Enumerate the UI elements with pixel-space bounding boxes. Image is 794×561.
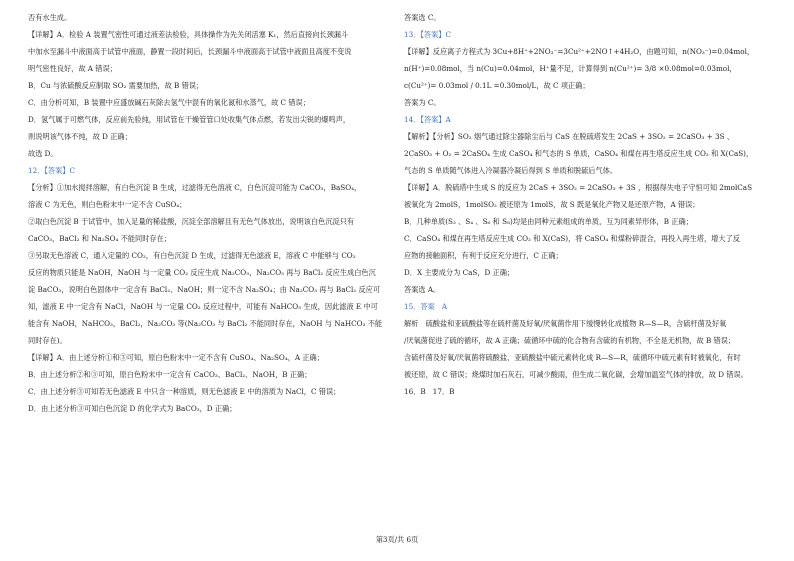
text-line: 【详解】A．检验 A 装置气密性可通过液差法检验，具体操作为先关闭活塞 K₁，然后直接向长颈漏斗 [28, 30, 349, 39]
text-line: CaCO₃，BaCl₂ 和 Na₂SO₄ 不能同时存在； [28, 234, 171, 243]
text-line: 【解析】【分析】SO₂ 烟气通过除尘器除尘后与 CaS 在脱硫塔发生 2CaS + 3SO₂ = 2CaSO₃ + 3S 、 [404, 132, 734, 141]
text-line: 含硫杆菌及好氧/厌氧菌将硫酸盐、亚硫酸盐中硫元素转化成 R—S—R，硫循环中硫元素有时被氧化，有时 [404, 353, 741, 362]
text-line: 溶液 C 为无色，则白色粉末中一定不含 CuSO₄； [28, 200, 187, 209]
answer-heading: 12．【答案】C [28, 166, 75, 175]
text-line: 能含有 NaOH，NaHCO₃，BaCl₂，Na₂CO₃ 等(Na₂CO₃ 与 BaCl₂ 不能同时存在，NaOH 与 NaHCO₃ 不能 [28, 319, 383, 328]
text-line: 16．B 17．B [404, 387, 455, 396]
text-line: ③另取无色溶液 C，通入定量的 CO₂，有白色沉淀 D 生成，过滤得无色滤液 E，溶液 C 中能够与 CO₂ [28, 251, 356, 260]
text-line: 气态的 S 单质随气体进入冷凝器冷凝后得到 S 单质和脱硫后气体。 [404, 166, 618, 175]
text-line: 同时存在)。 [28, 336, 67, 345]
answer-heading: 14．【答案】A [404, 115, 451, 124]
text-line: D．氢气属于可燃气体，反应前先验纯，用试管在干燥管管口处收集气体点燃，若发出尖锐的爆鸣声， [28, 115, 351, 124]
text-line: ②取白色沉淀 B 于试管中，加入足量的稀盐酸，沉淀全部溶解且有无色气体放出，说明该白色沉淀只有 [28, 217, 355, 226]
text-line: 则说明该气体不纯，故 D 正确； [28, 132, 132, 141]
page-footer: 第3页/共 6页 [375, 535, 419, 544]
text-line: 否有水生成。 [28, 13, 72, 22]
text-line: 反应的物质只能是 NaOH，NaOH 与一定量 CO₂ 反应生成 Na₂CO₃，Na₂CO₃ 再与 BaCl₂ 反应生成白色沉 [28, 268, 376, 277]
text-line: 答案为 C。 [404, 98, 441, 107]
text-line: 故选 D。 [28, 149, 58, 158]
text-line: D．X 主要成分为 CaS，D 正确； [404, 268, 515, 277]
text-line: 明气密性良好，故 A 错误； [28, 64, 117, 73]
text-line: 答案选 C。 [404, 13, 441, 22]
text-line: 【详解】A．脱硫塔中生成 S 的反应为 2CaS + 3SO₂ = 2CaSO₃ + 3S ，根据得失电子守恒可知 2molCaS [404, 183, 753, 192]
text-line: 【详解】A．由上述分析①和③可知，原白色粉末中一定不含有 CuSO₄、Na₂SO₄，A 正确； [28, 353, 324, 362]
text-line: B．由上述分析②和③可知，原白色粉末中一定含有 CaCO₃、BaCl₂、NaOH，B 正确； [28, 370, 312, 379]
text-line: D．由上述分析③可知白色沉淀 D 的化学式为 BaCO₃，D 正确； [28, 404, 237, 413]
right-column [404, 9, 774, 400]
text-line: 答案选 A。 [404, 285, 441, 294]
text-line: C．由分析可知，B 装置中应盛放碱石灰除去氢气中混有的氧化氮和水蒸气，故 C 错误； [28, 98, 310, 107]
text-line: 【分析】①加水搅拌溶解，有白色沉淀 B 生成，过滤得无色溶液 C，白色沉淀可能为 CaCO₃，BaSO₄， [28, 183, 362, 192]
text-line: 被氧化为 2molS，1molSO₂ 被还原为 1molS，故 S 既是氧化产物又是还原产物，A 错误； [404, 200, 700, 209]
answer-heading: 13．【答案】C [404, 30, 451, 39]
text-line: C．由上述分析③可知若无色滤液 E 中只含一种溶质，则无色滤液 E 中的溶质为 NaCl，C 错误； [28, 387, 341, 396]
text-line: B．Cu 与浓硫酸反应制取 SO₂ 需要加热，故 B 错误； [28, 81, 204, 90]
text-line: B．几种单质(S₂ 、S₄ 、S₆ 和 S₈)均是由同种元素组成的单质，互为同素异形体，B 正确； [404, 217, 693, 226]
text-line: n(H⁺)=0.08mol，当 n(Cu)=0.04mol，H⁺量不足，计算得到 n(Cu²⁺)= 3/8 ×0.08mol=0.03mol， [404, 64, 737, 73]
left-column [28, 9, 386, 417]
text-line: 应物的接触面积，有利于反应充分进行，C 正确； [404, 251, 563, 260]
text-line: 【详解】反应离子方程式为 3Cu+8H⁺+2NO₃⁻=3Cu²⁺+2NO↑+4H₂O，由题可知，n(NO₃⁻)=0.04mol， [404, 47, 755, 56]
text-line: c(Cu²⁺)= 0.03mol / 0.1L =0.30mol/L，故 C 项正确； [404, 81, 590, 90]
text-line: 淀 BaCO₃，说明白色固体中一定含有 BaCl₂、NaOH；则一定不含 Na₂SO₄；由 Na₂CO₃ 再与 BaCl₂ 反应可 [28, 285, 381, 294]
text-line: 解析 硫酸盐和亚硫酸盐等在硫杆菌及好氧/厌氧菌作用下缓慢转化成植物 R—S—R，含硫杆菌及好氧 [404, 319, 727, 328]
text-line: /厌氧菌促进了硫的循环，故 A 正确；硫循环中硫的化合物有含硫的有机物，不全是无机物，故 B 错误； [404, 336, 736, 345]
text-line: 中加水至漏斗中液面高于试管中液面，静置一段时间后，长颈漏斗中液面高于试管中液面且高度不变说 [28, 47, 352, 56]
text-line: C．CaSO₄ 和煤在再生塔反应生成 CO₂ 和 X(CaS)，将 CaSO₄ 和煤粉碎混合，再投入再生塔，增大了反 [404, 234, 740, 243]
text-line: 被还原，故 C 错误；烧煤时加石灰石，可减少酸雨，但生成二氧化碳，会增加温室气体的排放，故 D 错误。 [404, 370, 748, 379]
answer-heading: 15．答案 A [404, 302, 448, 311]
text-line: 2CaSO₃ + O₂ = 2CaSO₄ 生成 CaSO₄ 和气态的 S 单质，CaSO₄ 和煤在再生塔反应生成 CO₂ 和 X(CaS)， [404, 149, 754, 158]
text-line: 知，滤液 E 中一定含有 NaCl，NaOH 与一定量 CO₂ 反应过程中，可能有 NaHCO₃ 生成，因此滤液 E 中可 [28, 302, 378, 311]
